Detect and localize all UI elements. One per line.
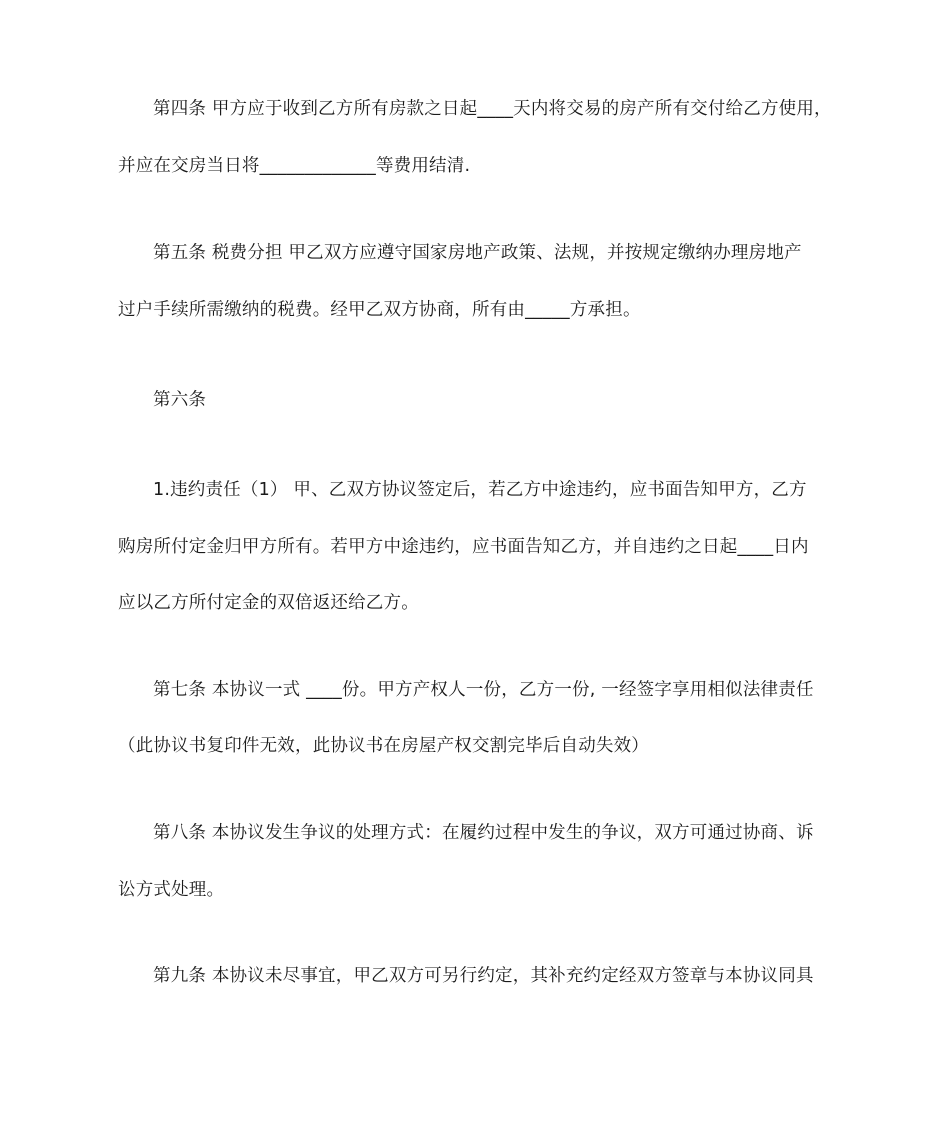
- article-5-line-2: 过户手续所需缴纳的税费。经甲乙双方协商，所有由_____方承担。: [118, 300, 641, 320]
- article-8-line-1: 第八条 本协议发生争议的处理方式：在履约过程中发生的争议，双方可通过协商、诉: [153, 823, 814, 843]
- article-9-line-1: 第九条 本协议未尽事宜，甲乙双方可另行约定，其补充约定经双方签章与本协议同具: [153, 966, 814, 986]
- article-5-line-1: 第五条 税费分担 甲乙双方应遵守国家房地产政策、法规，并按规定缴纳办理房地产: [153, 243, 802, 263]
- breach-clause-line-1: 1.违约责任（1） 甲、乙双方协议签定后，若乙方中途违约，应书面告知甲方，乙方: [153, 480, 807, 500]
- breach-clause-line-2: 购房所付定金归甲方所有。若甲方中途违约，应书面告知乙方，并自违约之日起____日内: [118, 537, 809, 557]
- article-7-line-2: （此协议书复印件无效，此协议书在房屋产权交割完毕后自动失效）: [118, 736, 649, 756]
- article-6-heading: 第六条: [153, 390, 207, 410]
- article-4-line-2: 并应在交房当日将_____________等费用结清.: [118, 156, 471, 176]
- article-4-line-1: 第四条 甲方应于收到乙方所有房款之日起____天内将交易的房产所有交付给乙方使用，: [153, 99, 832, 119]
- article-8-line-2: 讼方式处理。: [118, 880, 225, 900]
- article-7-line-1: 第七条 本协议一式 ____份。甲方产权人一份，乙方一份, 一经签字享用相似法律责任: [153, 680, 814, 700]
- breach-clause-line-3: 应以乙方所付定金的双倍返还给乙方。: [118, 593, 419, 613]
